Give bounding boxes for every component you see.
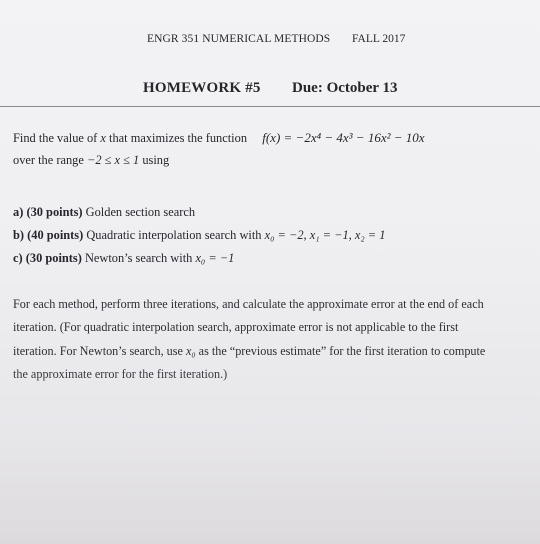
part-a-text: Golden section search [85, 205, 196, 219]
intro-variable: x [100, 131, 106, 145]
course-title: ENGR 351 NUMERICAL METHODS [147, 33, 331, 45]
part-c-points: (30 points) [25, 251, 82, 265]
part-c-text: Newton’s search with [84, 251, 193, 265]
note-line-3-var: x₀ [185, 344, 196, 358]
part-b [13, 228, 385, 243]
part-b-text: Quadratic interpolation search with [86, 228, 262, 242]
part-c-math: x₀ = −1 [195, 251, 235, 265]
problem-statement-line1 [13, 130, 425, 146]
range-text: over the range [13, 153, 84, 167]
note-line-3-b: as the “previous estimate” for the first iteration to compute [198, 344, 486, 358]
problem-statement-line2 [13, 153, 169, 168]
note-line-3 [13, 344, 485, 359]
homework-title: HOMEWORK #5 [143, 80, 261, 96]
part-a-label: a) [13, 205, 24, 219]
part-a [13, 205, 195, 220]
part-c [13, 251, 234, 266]
part-c-label: c) [13, 251, 23, 265]
note-line-1: For each method, perform three iterations, and calculate the approximate error at the end of each [13, 297, 484, 311]
intro-mid: that maximizes the function [109, 131, 248, 145]
part-b-math: x₀ = −2, x₁ = −1, x₂ = 1 [264, 228, 386, 242]
note-line-4: the approximate error for the first iteration.) [13, 367, 228, 381]
term: FALL 2017 [352, 33, 406, 45]
header-divider [0, 106, 540, 107]
intro-text: Find the value of [13, 131, 98, 145]
part-b-label: b) [13, 228, 25, 242]
part-a-points: (30 points) [26, 205, 83, 219]
function-expression: f(x) = −2x⁴ − 4x³ − 16x² − 10x [262, 130, 425, 145]
range-end: using [142, 153, 170, 167]
range-expression: −2 ≤ x ≤ 1 [86, 153, 140, 167]
note-line-3-a: iteration. For Newton’s search, use [13, 344, 183, 358]
due-date: Due: October 13 [292, 80, 398, 96]
note-line-2: iteration. (For quadratic interpolation search, approximate error is not applicable to the first [13, 320, 459, 334]
part-b-points: (40 points) [27, 228, 84, 242]
